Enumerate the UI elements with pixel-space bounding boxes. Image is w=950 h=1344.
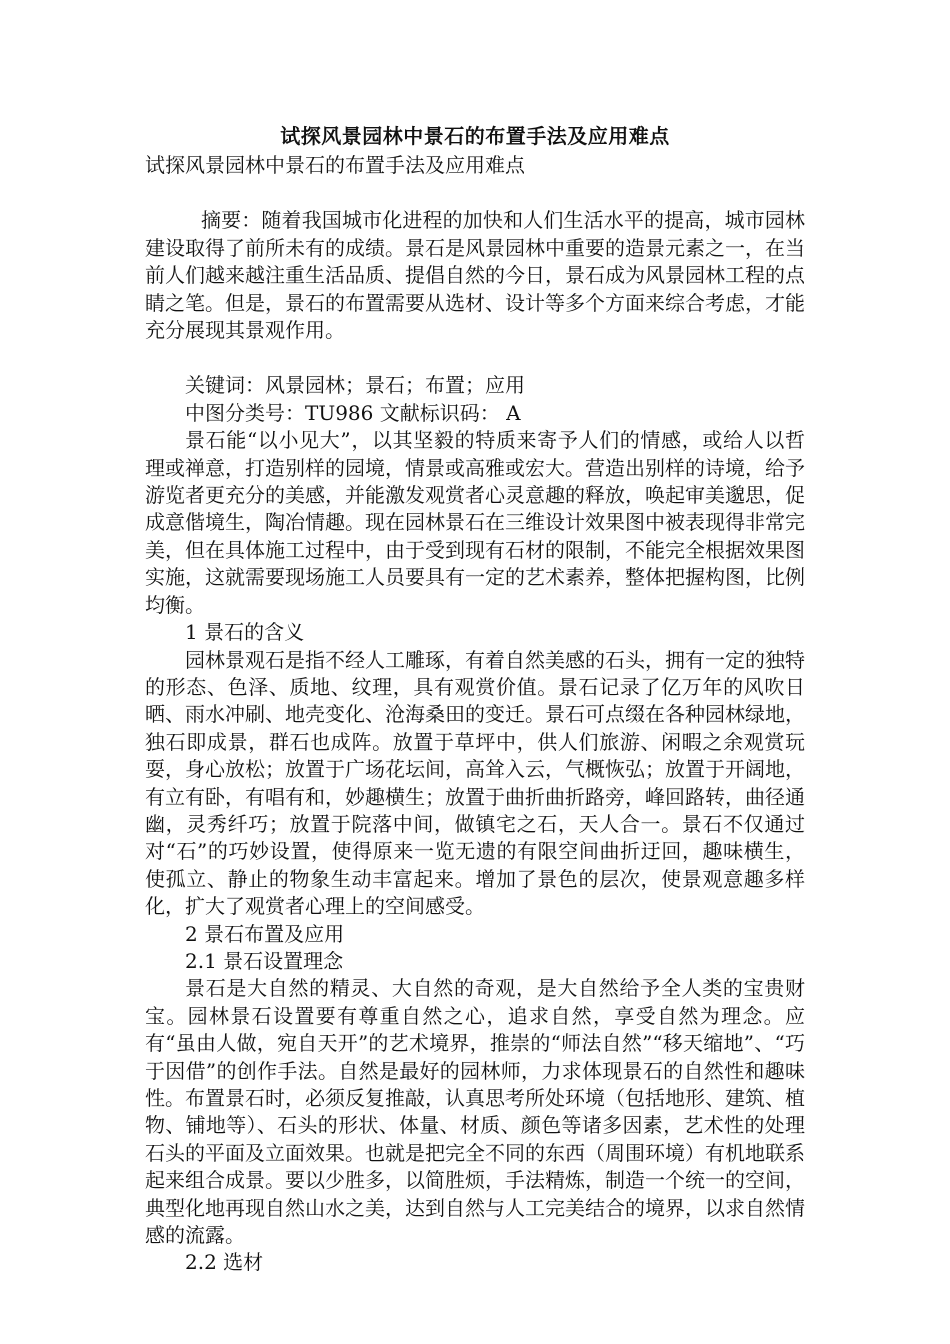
- document-body: [145, 152, 805, 1277]
- classification-line: 中图分类号：TU986 文献标识码： A: [185, 400, 521, 425]
- keywords-line: 关键词：风景园林；景石；布置；应用: [185, 373, 525, 398]
- spacer: [145, 344, 805, 372]
- section-2-1-heading: 2.1 景石设置理念: [185, 948, 344, 973]
- section-1-heading: 1 景石的含义: [185, 620, 305, 645]
- intro-paragraph: 景石能“以小见大”，以其坚毅的特质来寄予人们的情感，或给人以哲理或禅意，打造别样的园境，情景或高雅或宏大。营造出别样的诗境，给予游览者更充分的美感，并能激发观赏者心灵意趣的释放，唤起审美邈思，促成意偕境生，陶冶情趣。现在园林景石在三维设计效果图中被表现得非常完美，但在具体施工过程中，由于受到现有石材的限制，不能完全根据效果图实施，这就需要现场施工人员要具有一定的艺术素养，整体把握构图，比例均衡。: [145, 428, 805, 617]
- section-2-1-paragraph: 景石是大自然的精灵、大自然的奇观，是大自然给予全人类的宝贵财宝。园林景石设置要有尊重自然之心，追求自然，享受自然为理念。应有“虽由人做，宛自天开”的艺术境界，推崇的“师法自然”“移天缩地”、“巧于因借”的创作手法。自然是最好的园林师，力求体现景石的自然性和趣味性。布置景石时，必须反复推敲，认真思考所处环境（包括地形、建筑、植物、铺地等）、石头的形状、体量、材质、颜色等诸多因素，艺术性的处理石头的平面及立面效果。也就是把完全不同的东西（周围环境）有机地联系起来组合成景。要以少胜多，以简胜烦，手法精炼，制造一个统一的空间，典型化地再现自然山水之美，达到自然与人工完美结合的境界，以求自然情感的流露。: [145, 976, 805, 1248]
- document-subtitle: 试探风景园林中景石的布置手法及应用难点: [145, 153, 525, 177]
- document-title: 试探风景园林中景石的布置手法及应用难点: [280, 124, 670, 148]
- spacer: [145, 179, 805, 207]
- section-1-paragraph: 园林景观石是指不经人工雕琢，有着自然美感的石头，拥有一定的独特的形态、色泽、质地、纹理，具有观赏价值。景石记录了亿万年的风吹日晒、雨水冲刷、地壳变化、沧海桑田的变迁。景石可点缀在各种园林绿地，独石即成景，群石也成阵。放置于草坪中，供人们旅游、闲暇之余观赏玩耍，身心放松；放置于广场花坛间，高耸入云，气概恢弘；放置于开阔地，有立有卧，有唱有和，妙趣横生；放置于曲折曲折路旁，峰回路转，曲径通幽，灵秀纤巧；放置于院落中间，做镇宅之石，天人合一。景石不仅通过对“石”的巧妙设置，使得原来一览无遗的有限空间曲折迂回，趣味横生，使孤立、静止的物象生动丰富起来。增加了景色的层次，使景观意趣多样化，扩大了观赏者心理上的空间感受。: [145, 647, 805, 919]
- section-2-heading: 2 景石布置及应用: [185, 921, 345, 946]
- section-2-2-heading: 2.2 选材: [185, 1250, 264, 1275]
- abstract-paragraph: 摘要：随着我国城市化进程的加快和人们生活水平的提高，城市园林建设取得了前所未有的成绩。景石是风景园林中重要的造景元素之一，在当前人们越来越注重生活品质、提倡自然的今日，景石成为风景园林工程的点睛之笔。但是，景石的布置需要从选材、设计等多个方面来综合考虑，才能充分展现其景观作用。: [145, 208, 805, 343]
